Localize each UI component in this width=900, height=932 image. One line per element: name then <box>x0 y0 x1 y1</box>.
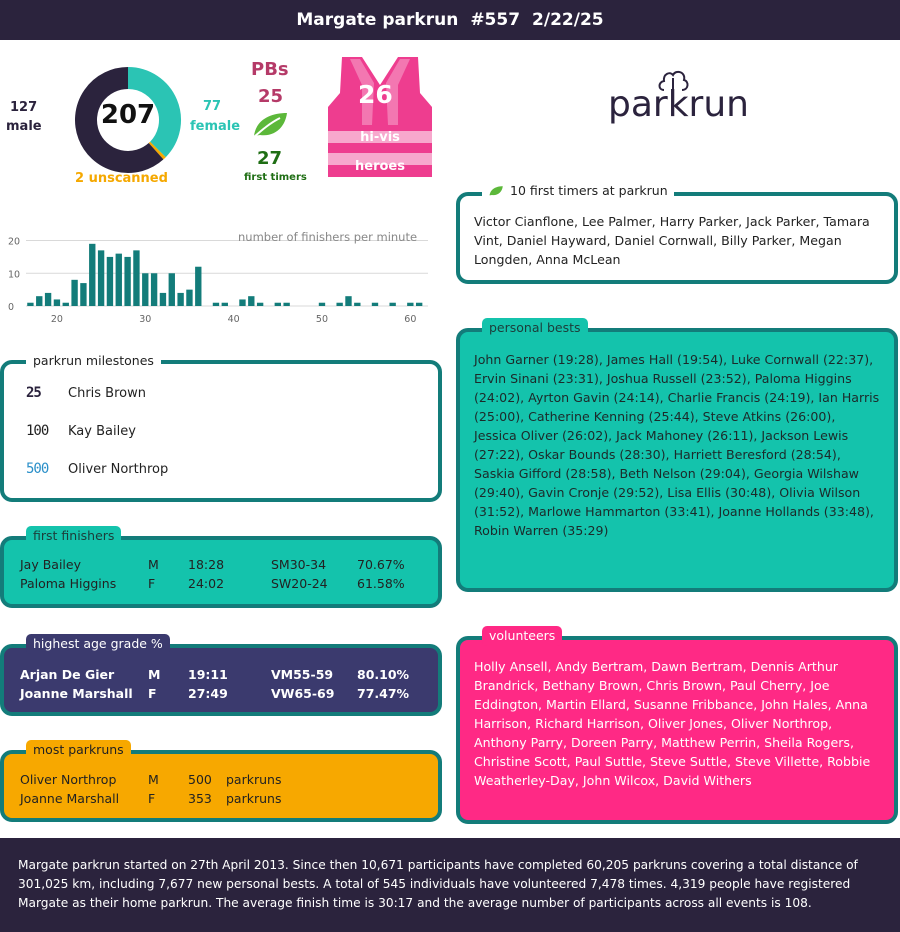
chart-bar <box>169 273 175 306</box>
leaf-icon <box>250 110 290 140</box>
chart-bar <box>177 293 183 306</box>
milestone-25-badge: 25 <box>26 385 41 401</box>
pbs-label: PBs <box>251 59 289 80</box>
age-grade-title: highest age grade % <box>26 634 170 654</box>
chart-bar <box>63 303 69 306</box>
age-grade-sex: M <box>148 667 161 682</box>
finisher-time: 24:02 <box>188 576 225 591</box>
milestones-panel <box>0 360 442 502</box>
male-count: 127 <box>10 100 38 115</box>
pbs-count: 25 <box>258 86 284 107</box>
personal-bests-names: John Garner (19:28), James Hall (19:54), Luke Cornwall (22:37), Ervin Sinani (23:31), Joshua Russell (23:52), Paloma Higgins (24:02), Ayrton Gavin (24:14), Charlie Francis (24:19), Ian Harris (25:00), Catherine Kenning (25:44), Steve Atkins (26:00), Jessica Oliver (26:02), Jack Mahoney (26:11), Jackson Lewis (27:22), Oskar Bounds (28:30), Harriett Beresford (28:54), Saskia Gifford (28:58), Beth Nelson (29:04), Georgia Wilshaw (29:40), Gavin Cronje (29:52), Lisa Ellis (30:48), Olivia Wilson (31:52), Marlowe Hammarton (33:41), Joanne Hollands (33:48), Robin Warren (35:29) <box>474 352 880 538</box>
footer-summary: Margate parkrun started on 27th April 2013. Since then 10,671 participants have completed 60,205 parkruns covering a total distance of 301,025 km, including 7,677 new personal bests. A total of 545 individuals have volunteered 7,478 times. 4,319 people have registered Margate as their home parkrun. The average finish time is 30:17 and the average number of participants across all events is 108. <box>0 838 900 932</box>
chart-x-tick: 20 <box>50 314 63 325</box>
chart-x-tick: 40 <box>227 314 240 325</box>
age-grade-name: Arjan De Gier <box>20 667 115 682</box>
chart-bar <box>275 303 281 306</box>
chart-y-tick: 0 <box>8 302 15 313</box>
chart-bar <box>142 273 148 306</box>
chart-bar <box>54 299 60 306</box>
chart-bar <box>195 267 201 306</box>
finishers-per-minute-chart <box>0 222 440 332</box>
finisher-sex: F <box>148 576 156 591</box>
first-finishers-panel <box>0 536 442 608</box>
finisher-name: Jay Bailey <box>20 557 81 572</box>
personal-bests-panel <box>456 328 898 592</box>
age-grade-value: 80.10% <box>357 667 410 682</box>
chart-x-tick: 30 <box>139 314 152 325</box>
hivis-label-1: hi-vis <box>360 130 400 145</box>
chart-bar <box>239 299 245 306</box>
finisher-time: 18:28 <box>188 557 225 572</box>
most-parkruns-unit: parkruns <box>226 791 282 806</box>
chart-bar <box>71 280 77 306</box>
age-grade-value: 77.47% <box>357 686 410 701</box>
chart-bar <box>98 250 104 306</box>
first-timers-names: Victor Cianflone, Lee Palmer, Harry Parker, Jack Parker, Tamara Vint, Daniel Hayward, Daniel Cornwall, Billy Parker, Megan Longden, Anna McLean <box>474 214 870 267</box>
parkrun-logo: parkrun <box>608 84 749 125</box>
female-count: 77 <box>203 99 222 114</box>
most-parkruns-name: Joanne Marshall <box>20 791 120 806</box>
milestone-100-badge: 100 <box>26 423 49 439</box>
hivis-count: 26 <box>358 80 393 109</box>
chart-bar <box>124 257 130 306</box>
chart-bar <box>107 257 113 306</box>
chart-bar <box>160 293 166 306</box>
finisher-name: Paloma Higgins <box>20 576 117 591</box>
chart-bar <box>389 303 395 306</box>
most-parkruns-sex: F <box>148 791 156 806</box>
chart-bar <box>319 303 325 306</box>
age-grade-time: 19:11 <box>188 667 228 682</box>
most-parkruns-unit: parkruns <box>226 772 282 787</box>
milestone-row <box>26 412 438 450</box>
hivis-label-2: heroes <box>355 159 405 174</box>
age-grade-category: VM55-59 <box>271 667 334 682</box>
age-grade-panel <box>0 644 442 716</box>
age-grade-name: Joanne Marshall <box>20 686 133 701</box>
most-parkruns-count: 500 <box>188 772 212 787</box>
volunteers-names: Holly Ansell, Andy Bertram, Dawn Bertram, Dennis Arthur Brandrick, Bethany Brown, Chris Brown, Paul Cherry, Joe Eddington, Martin Ellard, Susanne Fribbance, John Hales, Anna Harrison, Richard Harrison, Oliver Jones, Oliver Northrop, Anthony Parry, Doreen Parry, Matthew Perrin, Sheila Rogers, Christine Scott, Paul Suttle, Steve Suttle, Steve Villette, Robbie Weatherley-Day, John Wilcox, David Withers <box>474 659 871 788</box>
table-row <box>20 684 438 703</box>
most-parkruns-count: 353 <box>188 791 212 806</box>
chart-bar <box>45 293 51 306</box>
table-row <box>20 665 438 684</box>
finishers-total: 207 <box>100 100 156 130</box>
volunteers-title: volunteers <box>482 626 562 646</box>
chart-bar <box>186 290 192 306</box>
chart-bar <box>345 296 351 306</box>
chart-bar <box>283 303 289 306</box>
first-timers-title: 10 first timers at parkrun <box>510 183 668 198</box>
finisher-sex: M <box>148 557 159 572</box>
finisher-category: SW20-24 <box>271 576 328 591</box>
most-parkruns-sex: M <box>148 772 159 787</box>
finisher-grade: 61.58% <box>357 576 405 591</box>
milestone-name: Chris Brown <box>68 385 146 401</box>
chart-x-tick: 60 <box>404 314 417 325</box>
chart-bar <box>80 283 86 306</box>
chart-bar <box>372 303 378 306</box>
first-timers-tab <box>482 183 674 198</box>
volunteers-panel <box>456 636 898 824</box>
chart-title: number of finishers per minute <box>238 230 418 244</box>
chart-bar <box>336 303 342 306</box>
table-row <box>20 574 438 593</box>
finisher-grade: 70.67% <box>357 557 405 572</box>
event-number: #557 <box>470 10 521 30</box>
female-label: female <box>190 119 241 134</box>
first-timers-panel <box>456 192 898 284</box>
age-grade-category: VW65-69 <box>271 686 335 701</box>
chart-y-tick: 20 <box>8 236 21 248</box>
milestone-name: Kay Bailey <box>68 423 136 439</box>
most-parkruns-title: most parkruns <box>26 740 131 760</box>
chart-bar <box>354 303 360 306</box>
chart-bar <box>222 303 228 306</box>
chart-bar <box>257 303 263 306</box>
milestone-row <box>26 450 438 488</box>
chart-bar <box>416 303 422 306</box>
table-row <box>20 555 438 574</box>
chart-bar <box>213 303 219 306</box>
chart-bar <box>407 303 413 306</box>
chart-y-tick: 10 <box>8 269 21 281</box>
milestone-name: Oliver Northrop <box>68 461 169 477</box>
age-grade-time: 27:49 <box>188 686 228 701</box>
milestone-500-badge: 500 <box>26 461 49 477</box>
male-label: male <box>6 119 42 134</box>
table-row <box>20 770 438 789</box>
event-date: 2/22/25 <box>532 10 604 30</box>
first-timers-count: 27 <box>257 148 283 169</box>
chart-bar <box>116 254 122 306</box>
unscanned-label: 2 unscanned <box>75 171 168 186</box>
milestone-row <box>26 374 438 412</box>
most-parkruns-panel <box>0 750 442 822</box>
donut-segment-unscanned <box>156 149 158 151</box>
chart-bar <box>89 244 95 306</box>
page-header <box>0 0 900 40</box>
first-timers-label: first timers <box>244 172 307 183</box>
chart-bar <box>151 273 157 306</box>
milestones-title: parkrun milestones <box>26 351 161 371</box>
chart-bar <box>36 296 42 306</box>
event-name: Margate parkrun <box>296 10 459 30</box>
chart-x-tick: 50 <box>315 314 329 325</box>
chart-bar <box>133 250 139 306</box>
chart-bar <box>27 303 33 306</box>
most-parkruns-name: Oliver Northrop <box>20 772 117 787</box>
chart-bar <box>248 296 254 306</box>
leaf-icon <box>488 185 504 197</box>
table-row <box>20 789 438 808</box>
first-finishers-title: first finishers <box>26 526 121 546</box>
finisher-category: SM30-34 <box>271 557 327 572</box>
age-grade-sex: F <box>148 686 157 701</box>
personal-bests-title: personal bests <box>482 318 588 338</box>
